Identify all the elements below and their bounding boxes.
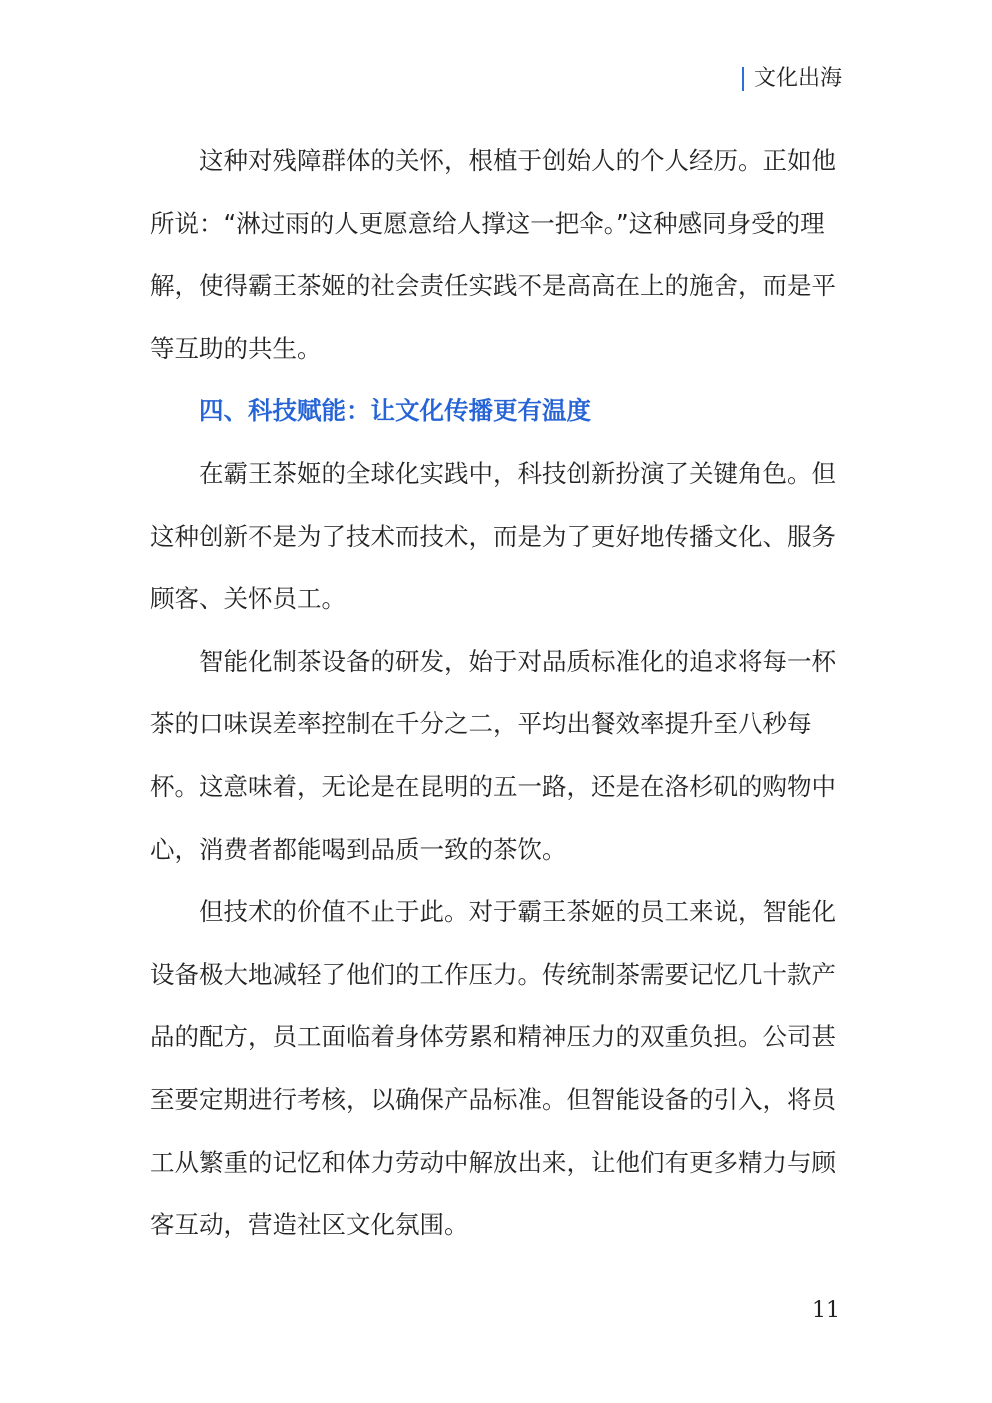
paragraph-employee-benefit: 但技术的价值不止于此。对于霸王茶姬的员工来说，智能化设备极大地减轻了他们的工作压力。传统制茶需要记忆几十款产品的配方，员工面临着身体劳累和精神压力的双重负担。公司甚至要定期进行考核，以确保产品标准。但智能设备的引入，将员工从繁重的记忆和体力劳动中解放出来，让他们有更多精力与顾客互动，营造社区文化氛围。 bbox=[150, 897, 836, 1240]
running-header bbox=[742, 62, 842, 96]
header-section-title: 文化出海 bbox=[753, 66, 842, 91]
document-body bbox=[150, 130, 842, 1257]
paragraph-care-for-disabled: 这种对残障群体的关怀，根植于创始人的个人经历。正如他所说：“淋过雨的人更愿意给人撑这一把伞。”这种感同身受的理解，使得霸王茶姬的社会责任实践不是高高在上的施舍，而是平等互助的共生。 bbox=[150, 146, 836, 363]
paragraph-tech-innovation: 在霸王茶姬的全球化实践中，科技创新扮演了关键角色。但这种创新不是为了技术而技术，而是为了更好地传播文化、服务顾客、关怀员工。 bbox=[150, 458, 836, 614]
paragraph-smart-equipment: 智能化制茶设备的研发，始于对品质标准化的追求将每一杯茶的口味误差率控制在千分之二，平均出餐效率提升至八秒每杯。这意味着，无论是在昆明的五一路，还是在洛杉矶的购物中心，消费者都能喝到品质一致的茶饮。 bbox=[150, 646, 836, 864]
page-number: 11 bbox=[812, 1298, 840, 1323]
header-accent-bar bbox=[742, 67, 744, 91]
section-heading-tech-empowerment: 四、科技赋能：让文化传播更有温度 bbox=[199, 396, 591, 426]
